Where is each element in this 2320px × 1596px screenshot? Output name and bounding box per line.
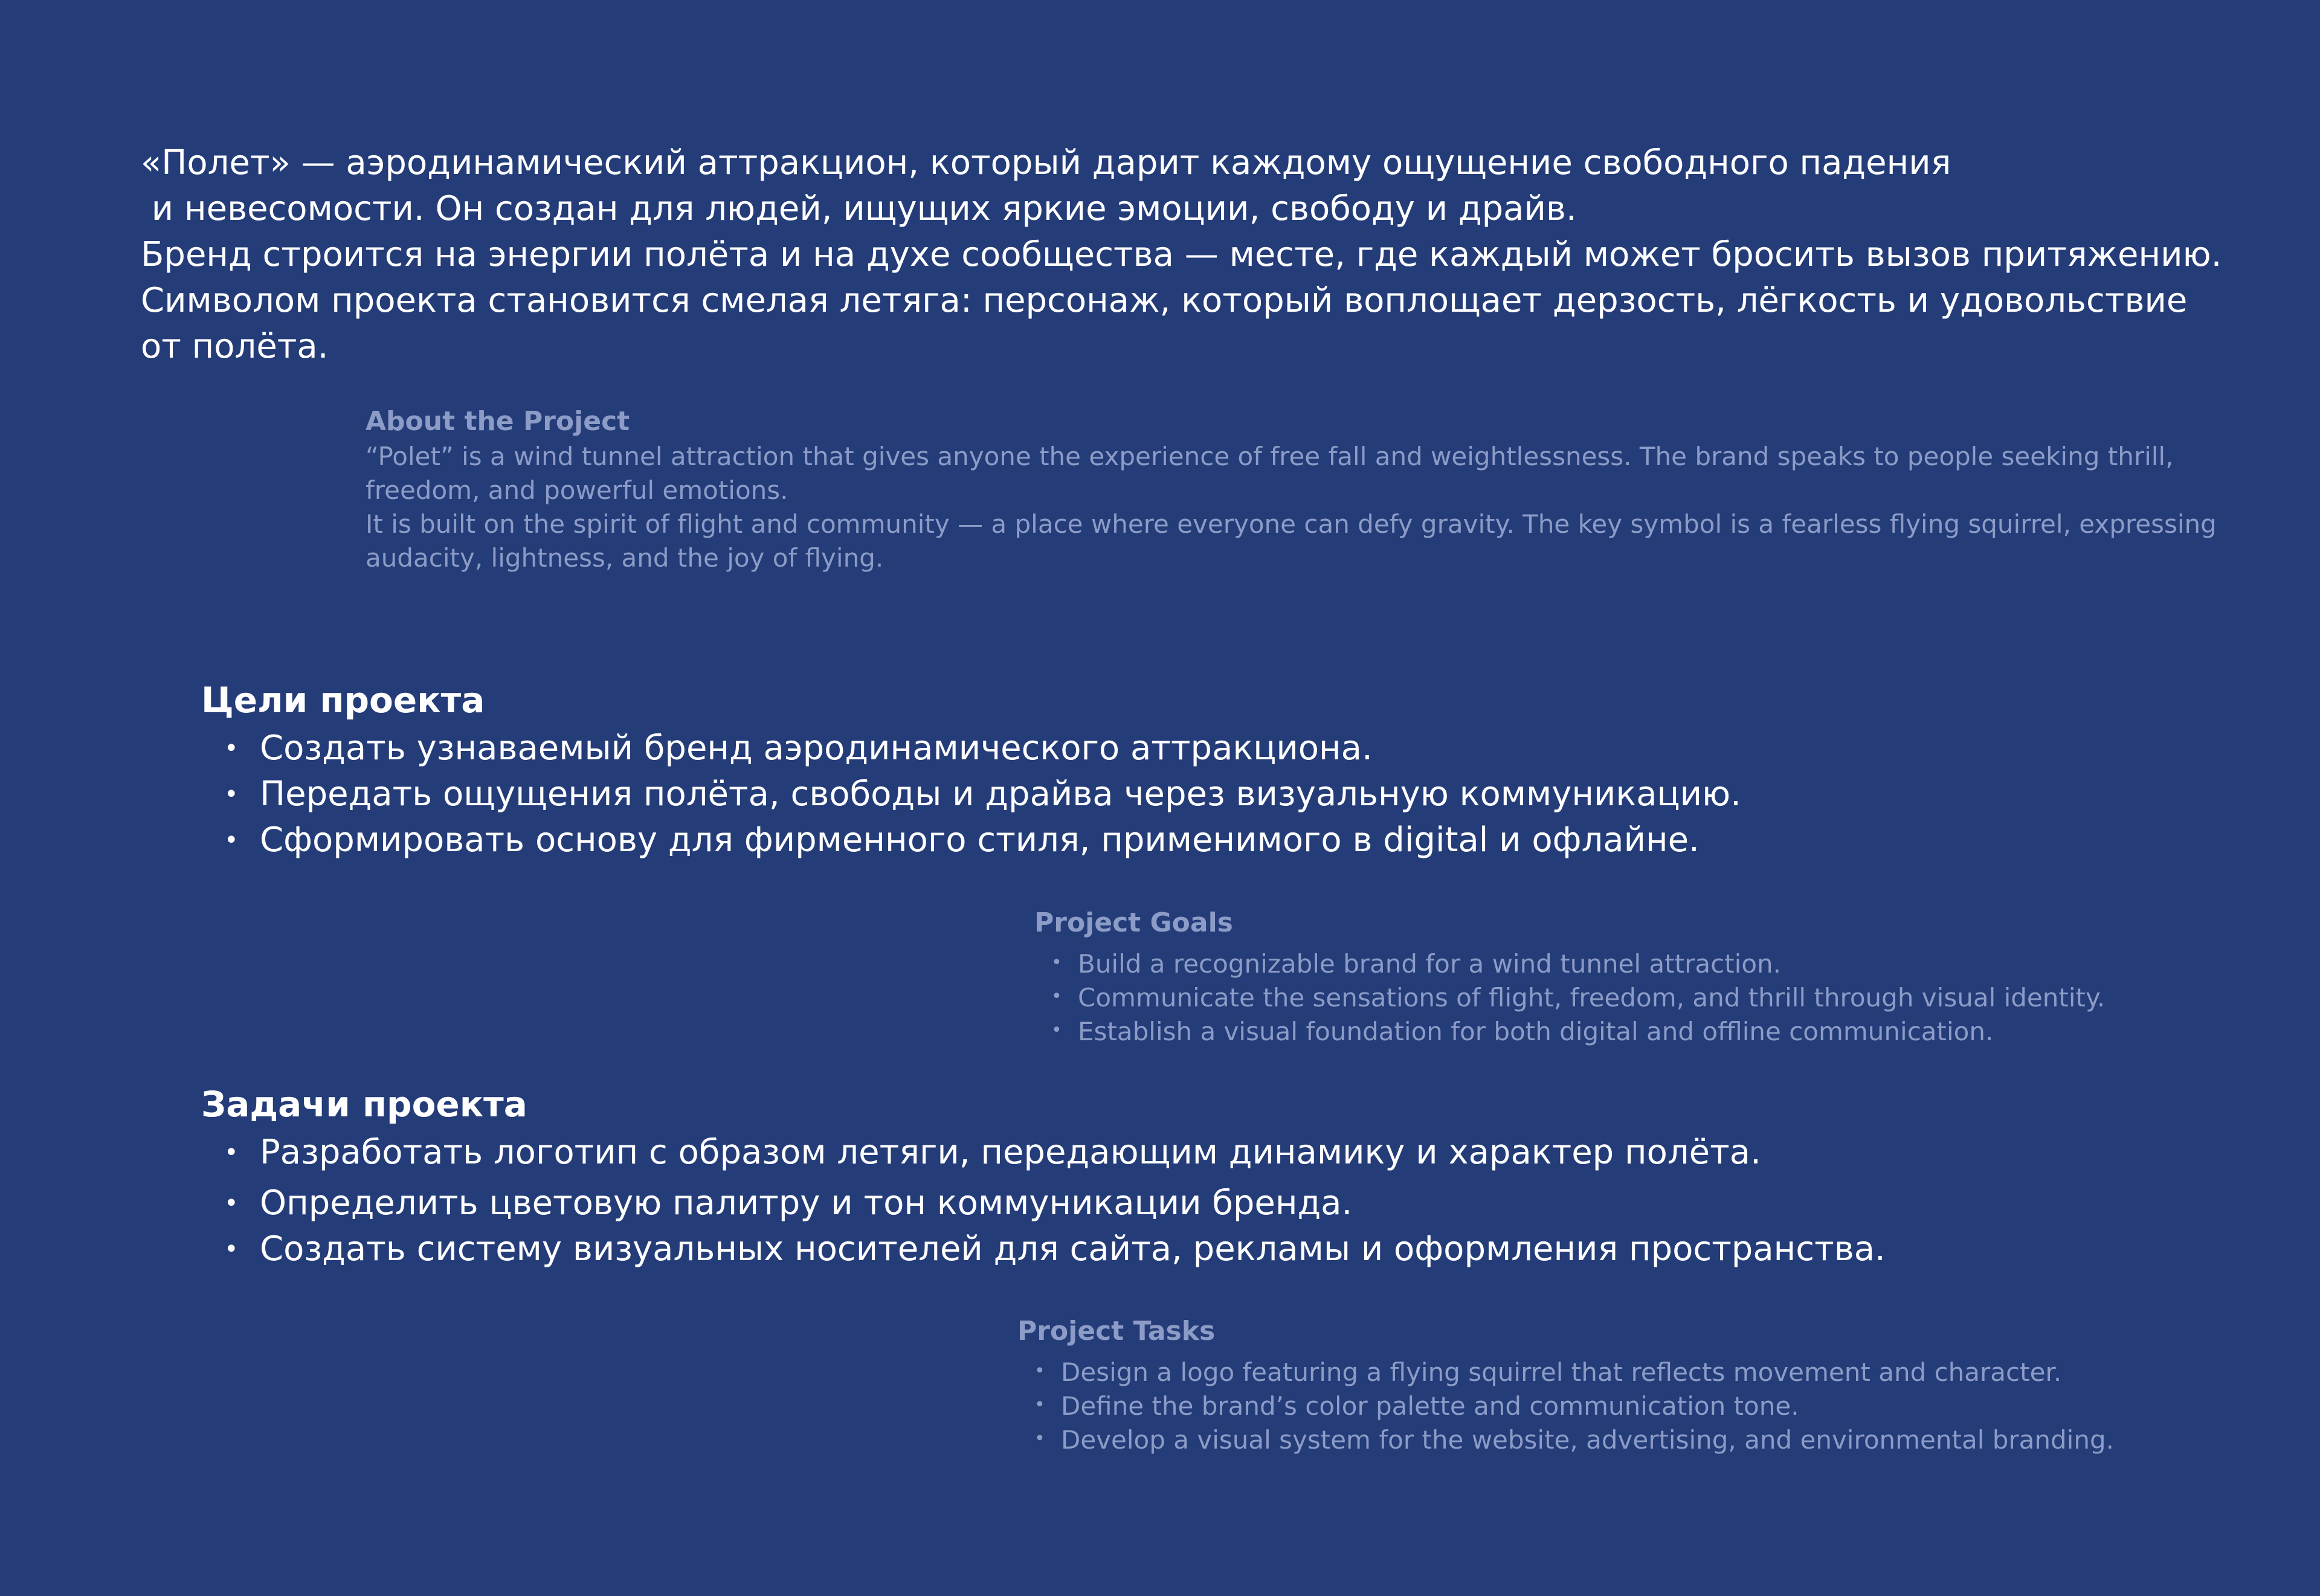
bullet-icon: • xyxy=(1051,986,1062,1007)
about-line: “Polet” is a wind tunnel attraction that gives anyone the experience of free fall and weightlessness. The brand speaks to people seeking thrill, xyxy=(366,442,2174,471)
bullet-icon: • xyxy=(1051,952,1062,973)
intro-line: «Полет» — аэродинамический аттракцион, который дарит каждому ощущение свободного падения xyxy=(141,143,1951,182)
list-item xyxy=(1017,1356,2256,1389)
tasks-en-list xyxy=(1017,1356,2256,1457)
bullet-icon: • xyxy=(224,735,239,762)
list-item xyxy=(1017,1423,2256,1457)
intro-line: Символом проекта становится смелая летяга: персонаж, который воплощает дерзость, лёгкость и удовольствие xyxy=(141,281,2188,320)
goals-ru-heading: Цели проекта xyxy=(201,680,485,721)
bullet-icon: • xyxy=(224,1139,239,1166)
goals-en-heading: Project Goals xyxy=(1034,907,1233,938)
bullet-icon: • xyxy=(224,1189,239,1217)
list-item xyxy=(201,817,2195,863)
list-item-text: Define the brand’s color palette and communication tone. xyxy=(1061,1391,1799,1421)
about-line: audacity, lightness, and the joy of flying. xyxy=(366,543,884,573)
list-item xyxy=(201,1180,2195,1226)
intro-line: и невесомости. Он создан для людей, ищущих яркие эмоции, свободу и драйв. xyxy=(141,189,1577,228)
tasks-ru-section xyxy=(201,1081,2195,1272)
goals-en-list xyxy=(1034,947,2243,1049)
list-item xyxy=(1034,947,2243,981)
intro-paragraph xyxy=(141,140,2292,370)
goals-ru-list xyxy=(201,726,2195,863)
list-item-text: Communicate the sensations of flight, freedom, and thrill through visual identity. xyxy=(1078,983,2106,1012)
bullet-icon: • xyxy=(1034,1394,1045,1415)
list-item-text: Передать ощущения полёта, свободы и драйва через визуальную коммуникацию. xyxy=(260,774,1741,814)
list-item xyxy=(201,771,2195,817)
list-item xyxy=(1017,1389,2256,1423)
list-item-text: Design a logo featuring a flying squirrel that reflects movement and character. xyxy=(1061,1357,2062,1387)
tasks-en-section xyxy=(1017,1313,2256,1457)
bullet-icon: • xyxy=(1034,1428,1045,1449)
list-item-text: Разработать логотип с образом летяги, передающим динамику и характер полёта. xyxy=(260,1133,1761,1172)
list-item xyxy=(201,726,2195,771)
about-project-section xyxy=(366,404,2269,575)
tasks-en-heading: Project Tasks xyxy=(1017,1316,1216,1347)
list-item-text: Develop a visual system for the website, advertising, and environmental branding. xyxy=(1061,1425,2114,1455)
list-item xyxy=(201,1226,2195,1272)
list-item xyxy=(1034,981,2243,1015)
list-item-text: Создать узнаваемый бренд аэродинамического аттракциона. xyxy=(260,729,1373,768)
tasks-ru-heading: Задачи проекта xyxy=(201,1084,527,1125)
list-item-text: Определить цветовую палитру и тон коммуникации бренда. xyxy=(260,1183,1353,1223)
bullet-icon: • xyxy=(224,780,239,808)
intro-line: от полёта. xyxy=(141,327,329,366)
intro-line: Бренд строится на энергии полёта и на духе сообщества — месте, где каждый может бросить вызов притяжению. xyxy=(141,235,2222,274)
about-line: freedom, and powerful emotions. xyxy=(366,475,788,505)
list-item-text: Создать систему визуальных носителей для сайта, рекламы и оформления пространства. xyxy=(260,1229,1886,1269)
about-text xyxy=(366,440,2269,575)
bullet-icon: • xyxy=(1034,1360,1045,1382)
list-item-text: Сформировать основу для фирменного стиля, применимого в digital и офлайне. xyxy=(260,820,1700,860)
about-heading: About the Project xyxy=(366,406,630,437)
bullet-icon: • xyxy=(224,1235,239,1263)
list-item-text: Build a recognizable brand for a wind tunnel attraction. xyxy=(1078,949,1781,979)
bullet-icon: • xyxy=(1051,1020,1062,1041)
list-item xyxy=(1034,1015,2243,1049)
bullet-icon: • xyxy=(224,826,239,854)
goals-ru-section xyxy=(201,677,2195,863)
about-line: It is built on the spirit of flight and community — a place where everyone can defy gravity. The key symbol is a fearless flying squirrel, expressing xyxy=(366,509,2217,539)
goals-en-section xyxy=(1034,905,2243,1049)
list-item-text: Establish a visual foundation for both digital and offline communication. xyxy=(1078,1017,1994,1046)
tasks-ru-list xyxy=(201,1130,2195,1272)
list-item xyxy=(201,1130,2195,1176)
